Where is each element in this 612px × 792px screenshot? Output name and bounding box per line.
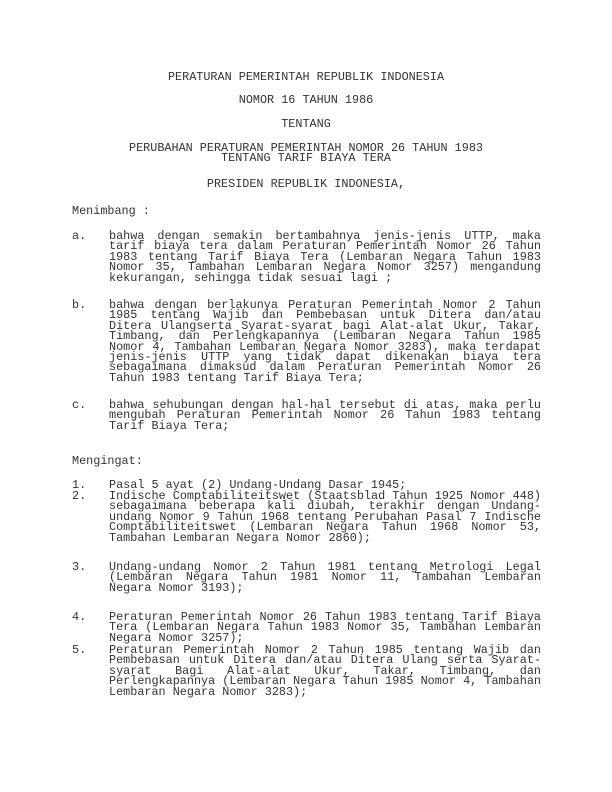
text-line: Comptabiliteitswet (Lembaran Negara Tahun 1968 Nomor 53, (109, 520, 541, 535)
text-line: Lembaran Negara Nomor 3283); (109, 684, 308, 699)
item-text (109, 400, 541, 431)
text-line: Negara Nomor 3193); (109, 580, 244, 595)
list-marker: 1. (72, 478, 87, 492)
text-line: Perlengkapannya (Lembaran Negara Tahun 1985 Nomor 4, Tambahan (109, 674, 541, 689)
item-text (109, 300, 541, 383)
list-marker: c. (72, 398, 87, 412)
text-line: Indische Comptabiliteitswet (Staatsblad Tahun 1925 Nomor 448) (109, 489, 541, 503)
text-line: sebagaimana beberapa kali diubah, terakhir dengan Undang- (109, 499, 541, 514)
list-marker: a. (72, 229, 87, 243)
item-text (109, 562, 541, 593)
regulation-number: NOMOR 16 TAHUN 1986 (238, 93, 374, 107)
text-line: bahwa dengan semakin bertambahnya jenis-jenis UTTP, maka (109, 229, 541, 243)
text-line: Peraturan Pemerintah Nomor 2 Tahun 1985 tentang Wajib dan (109, 643, 541, 657)
text-line: undang Nomor 9 Tahun 1968 tentang Perubahan Pasal 7 Indische (109, 509, 541, 524)
text-line: kekurangan, sehingga tidak sesuai lagi ; (109, 270, 393, 285)
text-line: 1983 tentang Tarif Biaya Tera (Lembaran Negara Tahun 1983 (109, 249, 541, 264)
text-line: Negara Nomor 3257); (109, 630, 244, 645)
text-line: Tahun 1983 tentang Tarif Biaya Tera; (109, 370, 364, 385)
subject-line-2: TENTANG TARIF BIAYA TERA (221, 151, 391, 165)
item-text (109, 231, 541, 283)
text-line: Tera (Lembaran Negara Tahun 1983 Nomor 35, Tambahan Lembaran (109, 620, 541, 635)
item-text (109, 491, 541, 543)
list-marker: 2. (72, 489, 87, 503)
text-line: sebagaimana dimaksud dalam Peraturan Pemerintah Nomor 26 (109, 360, 541, 375)
text-line: tarif biaya tera dalam Peraturan Pemerintah Nomor 26 Tahun (109, 239, 541, 254)
text-line: Nomor 4, Tambahan Lembaran Negara Nomor 3283), maka terdapat (109, 339, 541, 354)
text-line: Tambahan Lembaran Negara Nomor 2860); (109, 530, 371, 545)
text-line: Tarif Biaya Tera; (109, 418, 230, 433)
list-marker: 5. (72, 643, 87, 657)
list-marker: b. (72, 298, 87, 312)
item-text (109, 612, 541, 643)
text-line: (Lembaran Negara Tahun 1981 Nomor 11, Tambahan Lembaran (109, 570, 541, 585)
text-line: Peraturan Pemerintah Nomor 26 Tahun 1983 tentang Tarif Biaya (109, 610, 541, 624)
text-line: Ditera Ulangserta Syarat-syarat bagi Alat-alat Ukur, Takar, (109, 318, 541, 333)
text-line: mengubah Peraturan Pemerintah Nomor 26 Tahun 1983 tentang (109, 408, 541, 423)
text-line: Nomor 35, Tambahan Lembaran Negara Nomor 3257) mengandung (109, 260, 541, 275)
about-label: TENTANG (281, 117, 331, 131)
text-line: Pasal 5 ayat (2) Undang-Undang Dasar 1945; (109, 478, 407, 492)
text-line: bahwa sehubungan dengan hal-hal tersebut di atas, maka perlu (109, 398, 541, 412)
text-line: Pembebasan untuk Ditera dan/atau Ditera Ulang serta Syarat- (109, 653, 541, 668)
text-line: bahwa dengan berlakunya Peraturan Pemerintah Nomor 2 Tahun (109, 298, 541, 312)
president-heading: PRESIDEN REPUBLIK INDONESIA, (206, 177, 406, 191)
mengingat-label: Mengingat: (72, 454, 143, 468)
menimbang-label: Menimbang : (72, 204, 150, 218)
text-line: jenis-jenis UTTP yang tidak dapat dikenakan biaya tera (109, 349, 541, 364)
document-title: PERATURAN PEMERINTAH REPUBLIK INDONESIA (167, 70, 445, 84)
text-line: Timbang, dan Perlengkapannya (Lembaran Negara Tahun 1985 (109, 329, 541, 344)
list-marker: 3. (72, 560, 87, 574)
list-marker: 4. (72, 610, 87, 624)
text-line: Undang-undang Nomor 2 Tahun 1981 tentang Metrologi Legal (109, 560, 541, 574)
text-line: 1985 tentang Wajib dan Pembebasan untuk Ditera dan/atau (109, 308, 541, 323)
item-text (109, 645, 541, 697)
subject-line-1: PERUBAHAN PERATURAN PEMERINTAH NOMOR 26 TAHUN 1983 (129, 141, 483, 155)
text-line: syarat Bagi Alat-alat Ukur, Takar, Timbang, dan (109, 663, 541, 678)
